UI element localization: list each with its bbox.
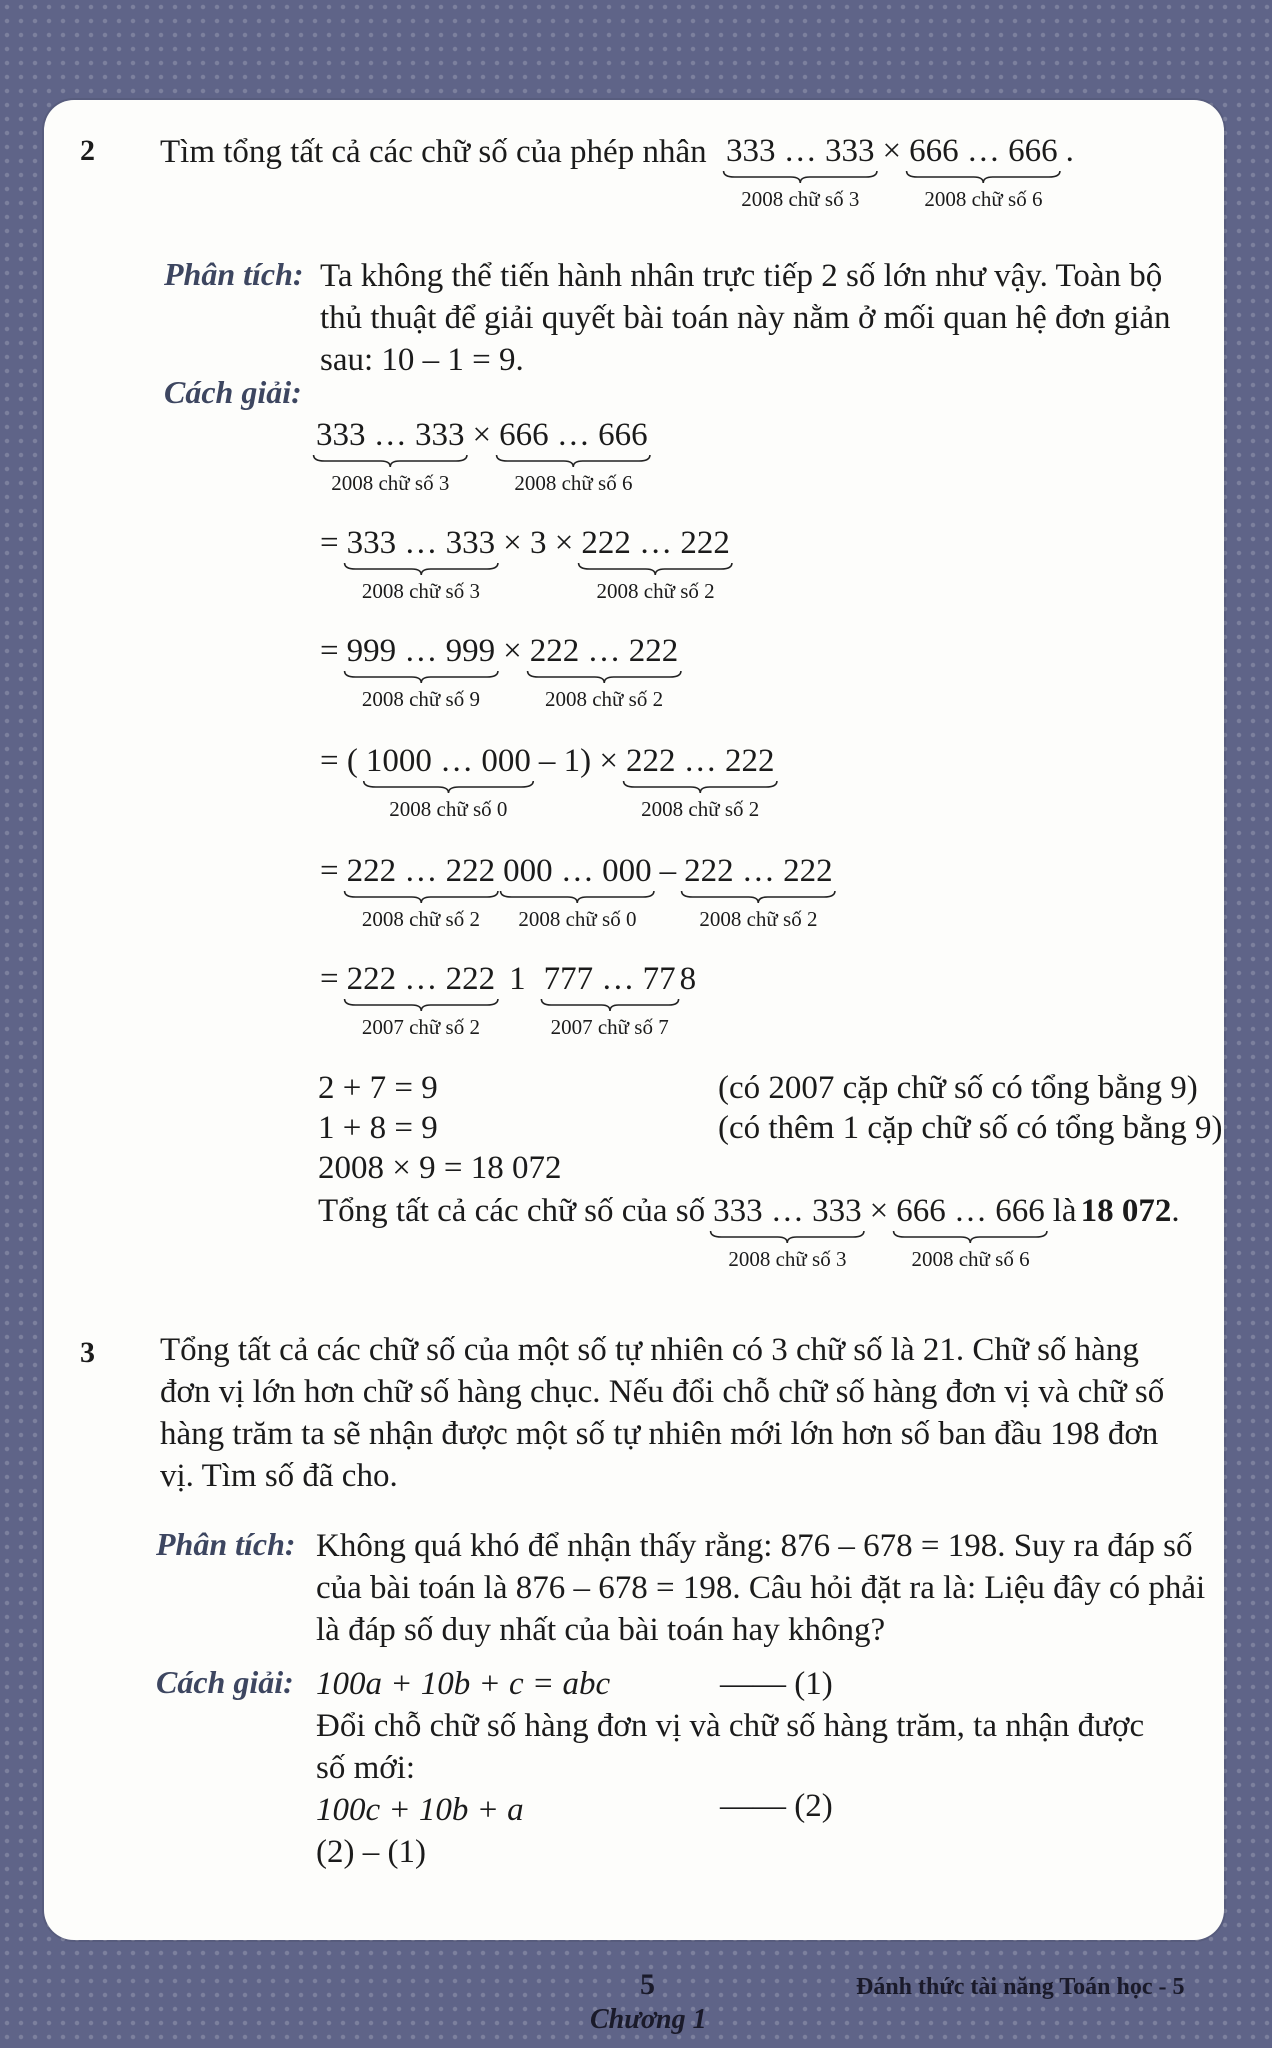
underbrace-group: 222 … 222 2008 chữ số 2 [680,852,837,932]
underbrace-icon [905,170,1062,184]
result-line: 1 + 8 = 9 [318,1110,438,1146]
underbrace-icon [312,454,469,468]
solution-step: = 333 … 333 2008 chữ số 3 × 3 × 222 … 222 2008 chữ số 2 [316,524,734,604]
analysis-text: Ta không thể tiến hành nhân trực tiếp 2 số lớn như vậy. Toàn bộ [320,258,1163,294]
equation-1-tag: —— (1) [720,1666,833,1702]
problem-2-product: 333 … 333 2008 chữ số 3 × 666 … 666 2008 chữ số 6 . [722,132,1078,212]
analysis-text: Không quá khó để nhận thấy rằng: 876 – 678 = 198. Suy ra đáp số [316,1528,1193,1564]
underbrace-icon [526,670,683,684]
analysis-text: thủ thuật để giải quyết bài toán này nằm ở mối quan hệ đơn giản [320,300,1171,336]
problem-2-statement: Tìm tổng tất cả các chữ số của phép nhân [160,134,707,170]
underbrace-group: 333 … 333 2008 chữ số 3 [312,416,469,496]
underbrace-group: 666 … 666 2008 chữ số 6 [892,1192,1049,1272]
underbrace-icon [343,890,500,904]
solution-text: Đổi chỗ chữ số hàng đơn vị và chữ số hàng trăm, ta nhận được [316,1708,1145,1744]
underbrace-group: 333 … 333 2008 chữ số 3 [722,132,879,212]
equation-3: (2) – (1) [316,1834,426,1870]
solution-step: 333 … 333 2008 chữ số 3 × 666 … 666 2008 chữ số 6 [312,416,652,496]
conclusion: Tổng tất cả các chữ số của số 333 … 333 2008 chữ số 3 × 666 … 666 2008 chữ số 6 là 18 072. [318,1193,1180,1271]
underbrace-icon [540,998,680,1012]
solution-step: = 222 … 222 2007 chữ số 2 1 777 … 77 2007 chữ số 7 8 [320,961,697,1039]
underbrace-group: 777 … 77 2007 chữ số 7 [540,960,680,1040]
problem-3-text: Tổng tất cả các chữ số của một số tự nhiên có 3 chữ số là 21. Chữ số hàng [160,1332,1139,1368]
result-line: 2008 × 9 = 18 072 [318,1150,562,1186]
underbrace-icon [343,998,500,1012]
solution-label: Cách giải: [156,1664,294,1700]
conclusion-answer: 18 072 [1080,1193,1172,1229]
solution-step: = 222 … 222 2008 chữ số 2 000 … 000 2008 chữ số 0 – 222 … 222 2008 chữ số 2 [316,852,837,932]
equation-2: 100c + 10b + a [316,1792,524,1828]
solution-label: Cách giải: [164,374,302,410]
result-line: 2 + 7 = 9 [318,1070,438,1106]
underbrace-group: 666 … 666 2008 chữ số 6 [495,416,652,496]
solution-step: = ( 1000 … 000 2008 chữ số 0 – 1) × 222 … 222 2008 chữ số 2 [316,742,778,822]
underbrace-group: 222 … 222 2008 chữ số 2 [577,524,734,604]
underbrace-group: 333 … 333 2008 chữ số 3 [709,1192,866,1272]
equation-2-tag: —— (2) [720,1788,833,1824]
underbrace-group: 000 … 000 2008 chữ số 0 [499,852,656,932]
problem-3-text: vị. Tìm số đã cho. [160,1458,398,1494]
underbrace-group: 222 … 222 2008 chữ số 2 [526,632,683,712]
underbrace-icon [722,170,879,184]
analysis-text: của bài toán là 876 – 678 = 198. Câu hỏi đặt ra là: Liệu đây có phải [316,1570,1206,1606]
underbrace-icon [362,780,535,794]
solution-text: số mới: [316,1750,416,1786]
underbrace-group: 333 … 333 2008 chữ số 3 [343,524,500,604]
underbrace-group: 666 … 666 2008 chữ số 6 [905,132,1062,212]
problem-3-text: hàng trăm ta sẽ nhận được một số tự nhiên mới lớn hơn số ban đầu 198 đơn [160,1416,1159,1452]
underbrace-icon [622,780,779,794]
underbrace-icon [343,670,500,684]
problem-3-text: đơn vị lớn hơn chữ số hàng chục. Nếu đổi chỗ chữ số hàng đơn vị và chữ số [160,1374,1165,1410]
underbrace-icon [680,890,837,904]
analysis-text: sau: 10 – 1 = 9. [320,342,524,378]
problem-3-number: 3 [80,1336,95,1369]
underbrace-icon [495,454,652,468]
chapter-label: Chương 1 [590,2004,707,2035]
problem-2-number: 2 [80,134,95,167]
underbrace-group: 999 … 999 2008 chữ số 9 [343,632,500,712]
equation-1: 100a + 10b + c = abc [316,1666,611,1702]
analysis-label: Phân tích: [164,256,304,292]
result-note: (có thêm 1 cặp chữ số có tổng bằng 9) [718,1110,1223,1146]
page-number: 5 [640,1968,655,2001]
underbrace-group: 222 … 222 2007 chữ số 2 [343,960,500,1040]
underbrace-group: 222 … 222 2008 chữ số 2 [343,852,500,932]
underbrace-icon [343,562,500,576]
analysis-text: là đáp số duy nhất của bài toán hay không? [316,1612,886,1648]
result-note: (có 2007 cặp chữ số có tổng bằng 9) [718,1070,1198,1106]
underbrace-icon [892,1230,1049,1244]
solution-step: = 999 … 999 2008 chữ số 9 × 222 … 222 2008 chữ số 2 [316,632,682,712]
underbrace-group: 1000 … 000 2008 chữ số 0 [362,742,535,822]
analysis-label: Phân tích: [156,1526,296,1562]
underbrace-icon [709,1230,866,1244]
underbrace-icon [499,890,656,904]
book-title: Đánh thức tài năng Toán học - 5 [856,1974,1185,2000]
underbrace-group: 222 … 222 2008 chữ số 2 [622,742,779,822]
underbrace-icon [577,562,734,576]
